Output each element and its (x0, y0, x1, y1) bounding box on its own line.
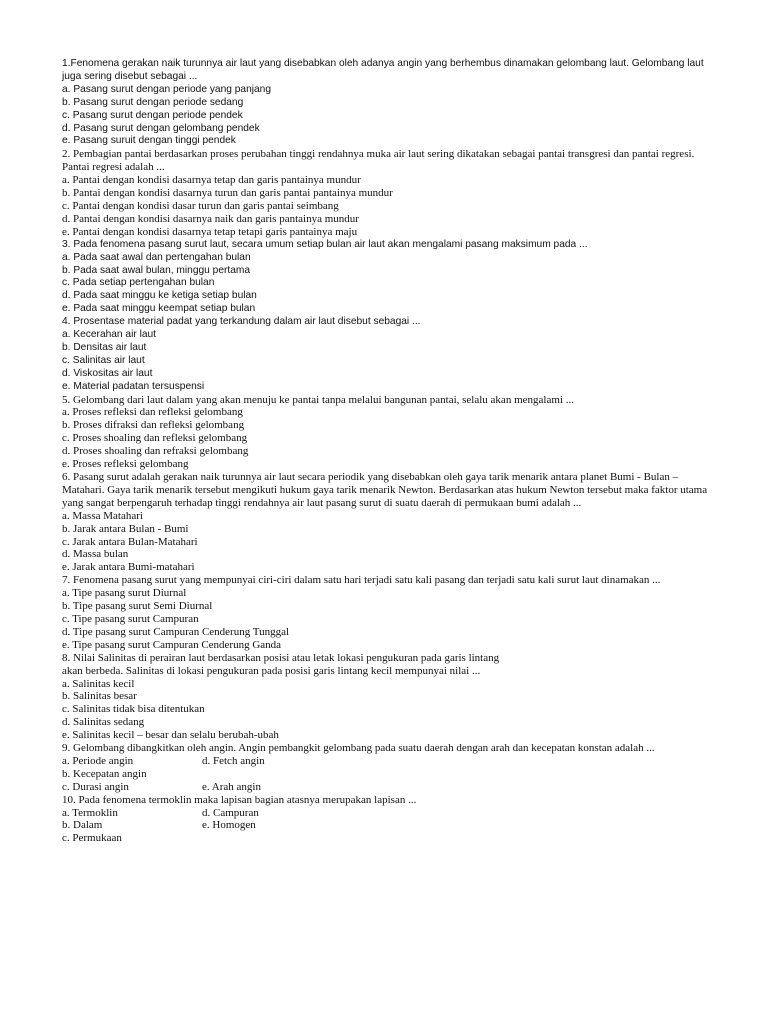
option-a: a. Pasang surut dengan periode yang panjang (62, 83, 272, 95)
question-stem: 9. Gelombang dibangkitkan oleh angin. Angin pembangkit gelombang pada suatu daerah dengan arah dan kecepatan konstan adalah ... (62, 742, 655, 755)
option-c: c. Salinitas tidak bisa ditentukan (62, 703, 205, 716)
option-d: d. Tipe pasang surut Campuran Cenderung Tunggal (62, 625, 290, 638)
option-row (62, 832, 722, 845)
question-stem: 7. Fenomena pasang surut yang mempunyai ciri-ciri dalam satu hari terjadi satu kali pasang dan terjadi satu kali surut laut dinamakan ... (62, 574, 661, 587)
option-c: c. Permukaan (62, 832, 122, 845)
option-d: d. Fetch angin (202, 754, 265, 767)
question-stem: 5. Gelombang dari laut dalam yang akan menuju ke pantai tanpa melalui bangunan pantai, selalu akan mengalami ... (62, 393, 574, 406)
option-b: b. Pada saat awal bulan, minggu pertama (62, 264, 251, 276)
question-stem: 6. Pasang surut adalah gerakan naik turunnya air laut secara periodik yang disebabkan oleh gaya tarik menarik antara planet Bumi - Bulan – Matahari. Gaya tarik menarik tersebut mengikuti hukum gaya tarik menarik Newton. Berdasarkan atas hukum Newton tersebut maka faktor utama (62, 471, 708, 496)
exam-page (62, 58, 722, 845)
option-d: d. Pantai dengan kondisi dasarnya naik dan garis pantainya mundur (62, 212, 359, 225)
option-row (62, 781, 722, 794)
option-d: d. Pada saat minggu ke ketiga setiap bulan (62, 290, 257, 302)
option-b: b. Densitas air laut (62, 341, 147, 353)
option-b: b. Pasang surut dengan periode sedang (62, 96, 244, 108)
question-stem: 8. Nilai Salinitas di perairan laut berdasarkan posisi atau letak lokasi pengukuran pada garis lintang (62, 651, 500, 664)
option-a: a. Tipe pasang surut Diurnal (62, 587, 187, 600)
question-8 (62, 652, 722, 742)
option-e: e. Pantai dengan kondisi dasarnya tetap tetapi garis pantainya maju (62, 225, 358, 238)
option-c: c. Durasi angin (62, 780, 129, 793)
option-c: c. Salinitas air laut (62, 354, 145, 366)
option-d: d. Campuran (202, 806, 259, 819)
option-a: a. Termoklin (62, 806, 118, 819)
option-c: c. Pantai dengan kondisi dasar turun dan garis pantai seimbang (62, 199, 339, 212)
option-row (62, 819, 722, 832)
option-b: b. Pantai dengan kondisi dasarnya turun dan garis pantai pantainya mundur (62, 187, 393, 200)
option-c: c. Pasang surut dengan periode pendek (62, 109, 243, 121)
question-7 (62, 574, 722, 651)
option-a: a. Proses refleksi dan refleksi gelombang (62, 406, 243, 419)
question-stem: 3. Pada fenomena pasang surut laut, secara umum setiap bulan air laut akan mengalami pasang maksimum pada ... (62, 238, 588, 250)
question-stem: 2. Pembagian pantai berdasarkan proses perubahan tinggi rendahnya muka air laut sering dikatakan sebagai pantai transgresi dan pantai regresi. Pantai regresi adalah ... (62, 148, 695, 174)
option-a: a. Salinitas kecil (62, 677, 135, 690)
question-stem: 1.Fenomena gerakan naik turunnya air laut yang disebabkan oleh adanya angin yang berhembus dinamakan gelombang laut. Gelombang laut juga sering disebut sebagai ... (62, 58, 704, 82)
option-b: b. Proses difraksi dan refleksi gelombang (62, 419, 245, 432)
option-row (62, 807, 722, 820)
question-stem-continued: yang sangat berpengaruh terhadap tinggi rendahnya air laut pasang surut di suatu daerah di permukaan bumi adalah ... (62, 496, 582, 509)
question-6 (62, 471, 722, 574)
option-a: a. Massa Matahari (62, 509, 143, 522)
question-stem: 10. Pada fenomena termoklin maka lapisan bagian atasnya merupakan lapisan ... (62, 793, 417, 806)
option-c: c. Jarak antara Bulan-Matahari (62, 535, 198, 548)
question-2 (62, 148, 722, 238)
option-row (62, 768, 722, 781)
option-d: d. Massa bulan (62, 548, 129, 561)
option-c: c. Tipe pasang surut Campuran (62, 612, 199, 625)
option-b: b. Jarak antara Bulan - Bumi (62, 522, 189, 535)
question-1 (62, 58, 722, 148)
option-e: e. Material padatan tersuspensi (62, 380, 205, 392)
option-a: a. Pada saat awal dan pertengahan bulan (62, 251, 251, 263)
option-a: a. Pantai dengan kondisi dasarnya tetap dan garis pantainya mundur (62, 174, 361, 187)
question-10 (62, 794, 722, 846)
option-row (62, 755, 722, 768)
option-d: d. Salinitas sedang (62, 716, 145, 729)
option-b: b. Salinitas besar (62, 690, 137, 703)
option-d: d. Viskositas air laut (62, 367, 153, 379)
question-stem: 4. Prosentase material padat yang terkandung dalam air laut disebut sebagai ... (62, 316, 421, 328)
question-9 (62, 742, 722, 794)
option-b: b. Kecepatan angin (62, 767, 147, 780)
option-a: a. Periode angin (62, 754, 134, 767)
option-e: e. Jarak antara Bumi-matahari (62, 561, 195, 574)
option-d: d. Pasang surut dengan gelombang pendek (62, 122, 260, 134)
option-e: e. Arah angin (202, 780, 261, 793)
option-e: e. Pasang suruit dengan tinggi pendek (62, 135, 236, 147)
question-3 (62, 239, 722, 316)
option-b: b. Tipe pasang surut Semi Diurnal (62, 600, 213, 613)
option-d: d. Proses shoaling dan refraksi gelombang (62, 445, 249, 458)
option-e: e. Salinitas kecil – besar dan selalu berubah-ubah (62, 729, 279, 742)
question-5 (62, 394, 722, 471)
option-a: a. Kecerahan air laut (62, 329, 157, 341)
option-b: b. Dalam (62, 819, 103, 832)
question-stem-continued: akan berbeda. Salinitas di lokasi pengukuran pada posisi garis lintang kecil mempunyai nilai ... (62, 664, 481, 677)
option-e: e. Tipe pasang surut Campuran Cenderung Ganda (62, 638, 282, 651)
option-c: c. Pada setiap pertengahan bulan (62, 277, 215, 289)
option-e: e. Pada saat minggu keempat setiap bulan (62, 303, 256, 315)
option-c: c. Proses shoaling dan refleksi gelombang (62, 432, 248, 445)
option-e: e. Homogen (202, 819, 256, 832)
question-4 (62, 316, 722, 393)
option-e: e. Proses refleksi gelombang (62, 458, 189, 471)
